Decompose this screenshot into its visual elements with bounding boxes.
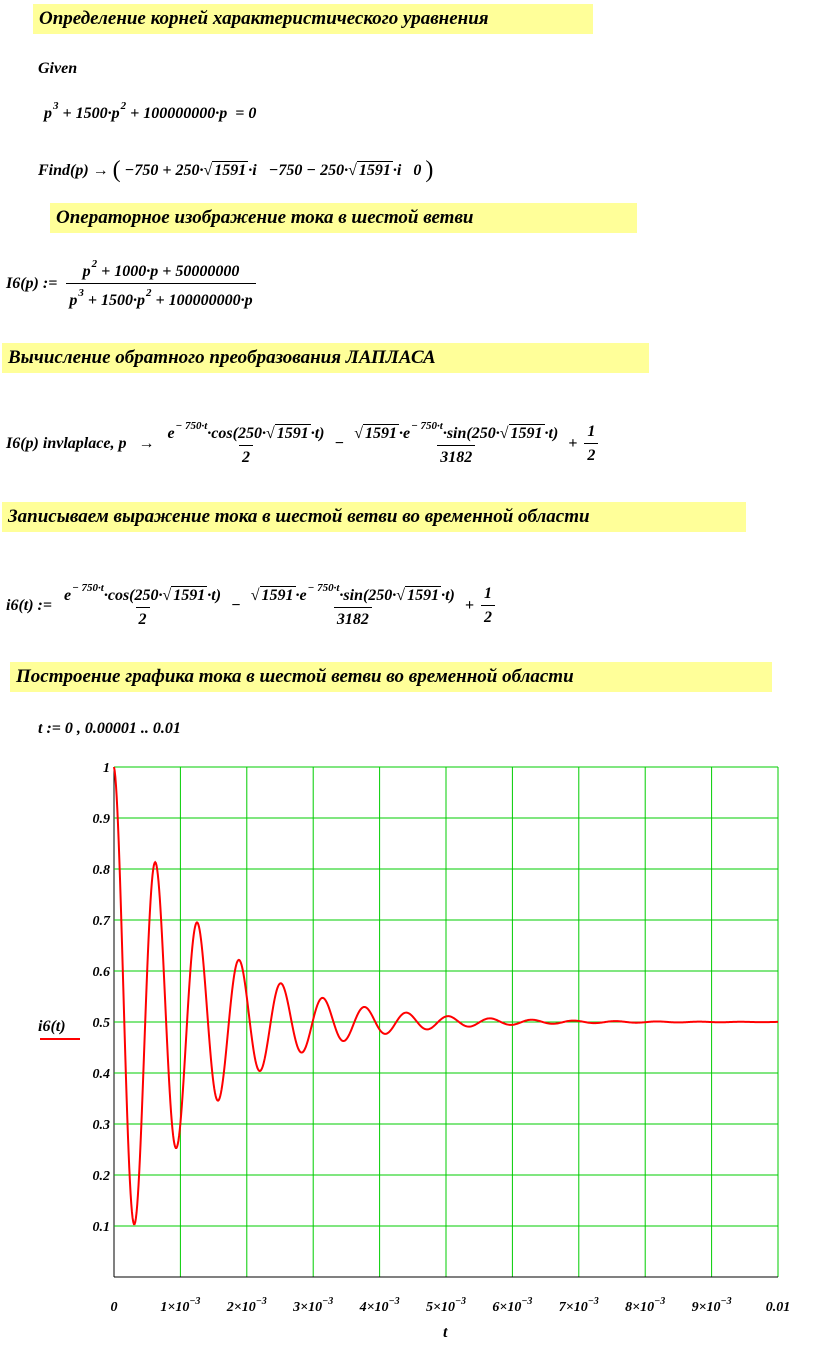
- x-tick-label: $7\times 10^{-3}$: [558, 1296, 599, 1315]
- y-tick-label: 0.7: [92, 914, 110, 929]
- y-tick-label: 0.8: [92, 863, 110, 878]
- y-axis-label: i6(t): [38, 1018, 66, 1035]
- invlaplace-expression: I6(p) invlaplace , p → $\frac{e^{- 750\cdot t}\cdot\cos(250\cdot√ 1591 \cdot t)}{2}$ − $\frac{√ 1591 \cdot e^{- 750\cdot t}\cdot\sin(250\cdot√ 1591 \cdot t)}{3182}$ + $\frac{1}{2}$: [6, 420, 601, 467]
- find-roots-result: Find(p) → ( −750 + 250·√ 1591 ·i −750 − 250·√ 1591 ·i 0 ): [38, 157, 434, 183]
- characteristic-equation: $p^3 + 1500\cdot p^2 + 100000000\cdot p = 0$: [44, 100, 257, 122]
- heading-plot: Построение графика тока в шестой ветви во временной области: [10, 662, 772, 692]
- y-tick-label: 0.4: [92, 1067, 110, 1082]
- x-tick-label: $1\times 10^{-3}$: [160, 1296, 201, 1315]
- x-tick-label: $6\times 10^{-3}$: [492, 1296, 533, 1315]
- range-definition: t := 0 , 0.00001 .. 0.01: [38, 720, 181, 737]
- x-tick-label: $2\times 10^{-3}$: [226, 1296, 267, 1315]
- given-label: Given: [38, 60, 78, 77]
- y-tick-label: 0.2: [92, 1169, 110, 1184]
- x-tick-label: 0: [110, 1300, 118, 1315]
- x-tick-label: $3\times 10^{-3}$: [293, 1296, 334, 1315]
- time-domain-definition: i6(t) := $\frac{e^{- 750\cdot t}\cdot\cos(250\cdot√ 1591 \cdot t)}{2}$ − $\frac{√ 1591 \cdot e^{- 750\cdot t}\cdot\sin(250\cdot√ 1591 \cdot t)}{3182}$ + $\frac{1}{2}$: [6, 582, 498, 629]
- y-tick-label: 0.6: [92, 965, 110, 980]
- operator-definition: I6(p) := $\frac{p^2 + 1000\cdot p + 50000000}{p^3 + 1500\cdot p^2 + 100000000\cdot p}$: [6, 258, 259, 310]
- x-axis-label: t: [443, 1324, 448, 1341]
- y-tick-label: 1: [103, 761, 110, 776]
- y-tick-label: 0.1: [92, 1220, 110, 1235]
- x-tick-label: 0.01: [765, 1300, 791, 1315]
- heading-time-domain: Записываем выражение тока в шестой ветви во временной области: [2, 502, 746, 532]
- x-tick-label: $8\times 10^{-3}$: [625, 1296, 666, 1315]
- heading-operator-image: Операторное изображение тока в шестой ветви: [50, 203, 637, 233]
- x-tick-label: $4\times 10^{-3}$: [359, 1296, 400, 1315]
- x-tick-label: $5\times 10^{-3}$: [425, 1296, 467, 1315]
- current-plot: [0, 745, 833, 1345]
- y-tick-label: 0.3: [92, 1118, 110, 1133]
- y-tick-label: 0.9: [92, 812, 110, 827]
- heading-inverse-laplace: Вычисление обратного преобразования ЛАПЛАСА: [2, 343, 649, 373]
- y-tick-label: 0.5: [92, 1016, 110, 1031]
- heading-roots: Определение корней характеристического уравнения: [33, 4, 593, 34]
- x-tick-label: $9\times 10^{-3}$: [691, 1296, 732, 1315]
